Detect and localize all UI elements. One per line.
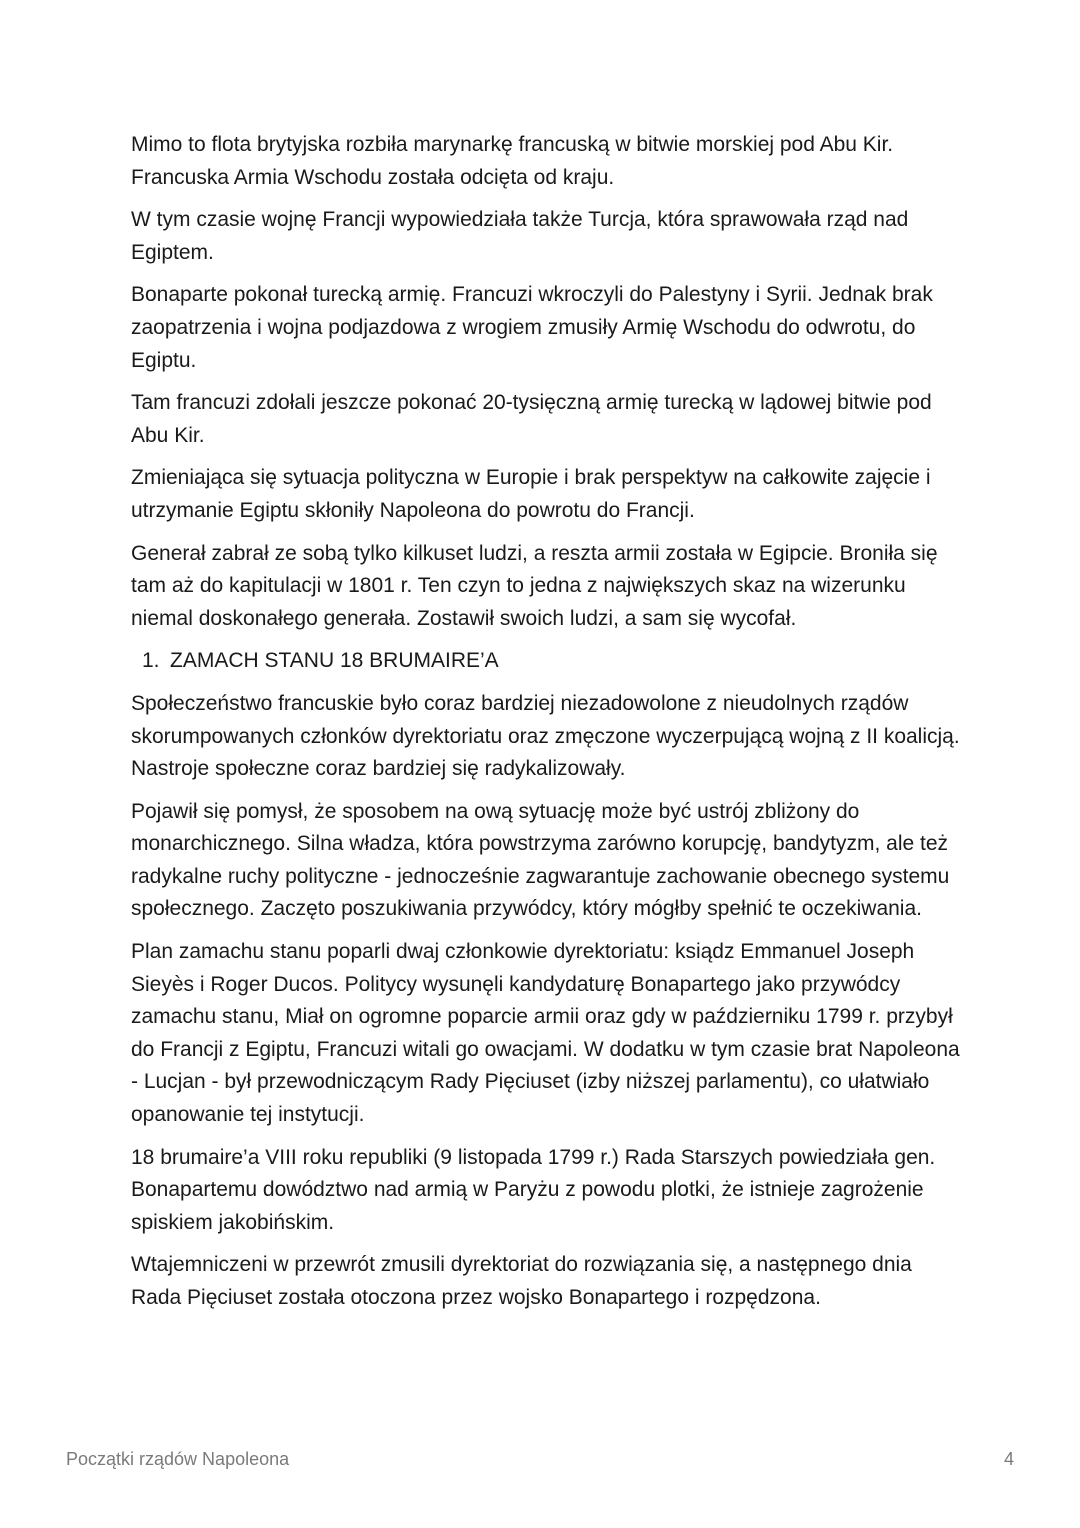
footer-title: Początki rządów Napoleona: [66, 1449, 290, 1469]
paragraph: Tam francuzi zdołali jeszcze pokonać 20-tysięczną armię turecką w lądowej bitwie pod Abu Kir.: [131, 391, 932, 447]
paragraph: Pojawił się pomysł, że sposobem na ową sytuację może być ustrój zbliżony do monarchicznego. Silna władza, która powstrzyma zarówno korupcję, bandytyzm, ale też radykalne ruchy polityczne - jednocześnie zagwarantuje zachowanie obecnego systemu społecznego. Zaczęto poszukiwania przywódcy, który mógłby spełnić te oczekiwania.: [131, 799, 950, 921]
paragraph: Plan zamachu stanu poparli dwaj członkowie dyrektoriatu: ksiądz Emmanuel Joseph Sieyès i Roger Ducos. Politycy wysunęli kandydaturę Bonapartego jako przywódcy zamachu stanu, Miał on ogromne poparcie armii oraz gdy w październiku 1799 r. przybył do Francji z Egiptu, Francuzi witali go owacjami. W dodatku w tym czasie brat Napoleona - Lucjan - był przewodniczącym Rady Pięciuset (izby niższej parlamentu), co ułatwiało opanowanie tej instytucji.: [131, 940, 960, 1127]
paragraph: Mimo to flota brytyjska rozbiła marynarkę francuską w bitwie morskiej pod Abu Kir. Francuska Armia Wschodu została odcięta od kraju.: [131, 133, 894, 189]
paragraph: Bonaparte pokonał turecką armię. Francuzi wkroczyli do Palestyny i Syrii. Jednak brak zaopatrzenia i wojna podjazdowa z wrogiem zmusiły Armię Wschodu do odwrotu, do Egiptu.: [131, 283, 933, 372]
paragraph: Społeczeństwo francuskie było coraz bardziej niezadowolone z nieudolnych rządów skorumpowanych członków dyrektoriatu oraz zmęczone wyczerpującą wojną z II koalicją. Nastroje społeczne coraz bardziej się radykalizowały.: [131, 691, 960, 781]
document-body: [131, 129, 961, 1325]
section-heading-text: ZAMACH STANU 18 BRUMAIRE’A: [170, 649, 499, 673]
paragraph: Wtajemniczeni w przewrót zmusili dyrektoriat do rozwiązania się, a następnego dnia Rada Pięciuset została otoczona przez wojsko Bonapartego i rozpędzona.: [131, 1253, 912, 1309]
paragraph: W tym czasie wojnę Francji wypowiedziała także Turcja, która sprawowała rząd nad Egiptem.: [131, 208, 909, 264]
section-heading: [131, 645, 961, 678]
paragraph: Generał zabrał ze sobą tylko kilkuset ludzi, a reszta armii została w Egipcie. Broniła się tam aż do kapitulacji w 1801 r. Ten czyn to jedna z największych skaz na wizerunku niemal doskonałego generała. Zostawił swoich ludzi, a sam się wycofał.: [131, 541, 938, 630]
paragraph: Zmieniająca się sytuacja polityczna w Europie i brak perspektyw na całkowite zajęcie i utrzymanie Egiptu skłoniły Napoleona do powrotu do Francji.: [131, 466, 931, 522]
page-number: 4: [1003, 1449, 1014, 1469]
list-number: 1.: [142, 649, 160, 673]
page-footer: [66, 1448, 1014, 1470]
paragraph: 18 brumaire’a VIII roku republiki (9 listopada 1799 r.) Rada Starszych powiedziała gen. Bonapartemu dowództwo nad armią w Paryżu z powodu plotki, że istnieje zagrożenie spiskiem jakobińskim.: [131, 1145, 936, 1234]
